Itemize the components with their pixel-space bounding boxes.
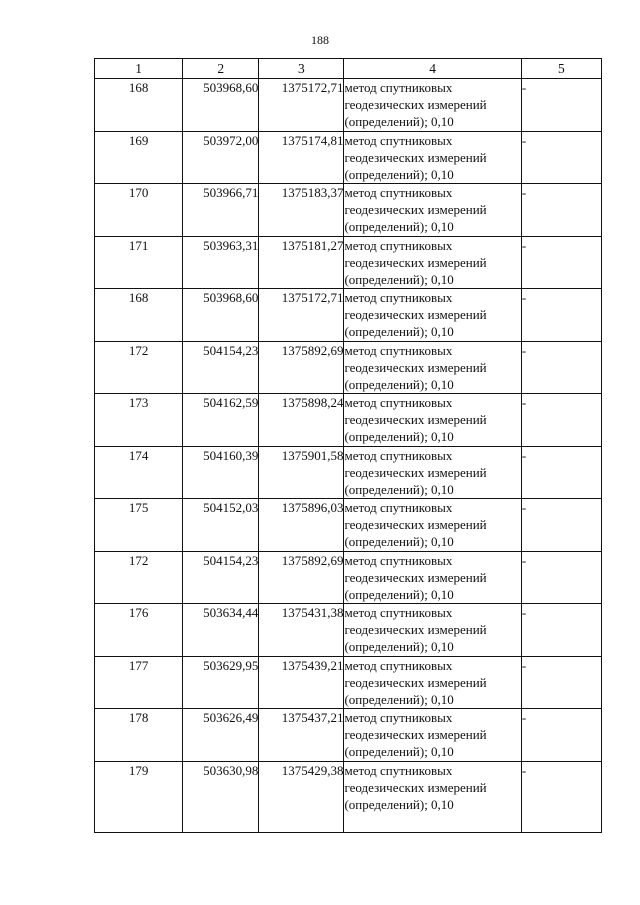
method-line-3: (определений); 0,10 <box>344 744 454 759</box>
y-coordinate-cell <box>259 79 344 132</box>
x-coordinate-text: 503963,31 <box>203 237 259 253</box>
method-cell <box>344 446 521 499</box>
note-text: - <box>521 342 527 358</box>
y-coordinate-cell <box>259 446 344 499</box>
y-coordinate-cell <box>259 604 344 657</box>
note-cell <box>521 394 601 447</box>
note-cell <box>521 184 601 237</box>
method-line-2: геодезических измерений <box>344 727 487 742</box>
y-coordinate-cell <box>259 709 344 762</box>
point-number-text: 171 <box>128 237 149 253</box>
x-coordinate-text: 503972,00 <box>203 132 259 148</box>
x-coordinate-cell <box>183 236 259 289</box>
point-number-cell <box>95 709 183 762</box>
note-text: - <box>521 552 527 568</box>
y-coordinate-cell <box>259 656 344 709</box>
x-coordinate-text: 503626,49 <box>203 710 259 725</box>
method-line-1: метод спутниковых <box>344 552 453 568</box>
y-coordinate-text: 1375437,21 <box>281 710 344 725</box>
point-number-cell <box>95 394 183 447</box>
y-coordinate-text: 1375172,71 <box>281 80 344 95</box>
note-text: - <box>521 710 527 725</box>
note-text: - <box>521 290 527 305</box>
note-text: - <box>521 657 527 673</box>
point-number-cell <box>95 604 183 657</box>
table-row <box>95 236 602 289</box>
header-col-5: 5 <box>521 59 601 79</box>
method-line-3: (определений); 0,10 <box>344 691 454 707</box>
x-coordinate-text: 504154,23 <box>203 552 259 568</box>
point-number-text: 172 <box>128 552 149 568</box>
method-line-1: метод спутниковых <box>344 657 453 673</box>
note-text: - <box>521 762 527 778</box>
y-coordinate-text: 1375183,37 <box>281 185 344 200</box>
point-number-cell <box>95 656 183 709</box>
y-coordinate-text: 1375431,38 <box>281 605 344 620</box>
point-number-text: 168 <box>128 80 149 95</box>
note-cell <box>521 604 601 657</box>
method-line-1: метод спутниковых <box>344 185 453 200</box>
method-line-1: метод спутниковых <box>344 605 453 620</box>
x-coordinate-text: 504154,23 <box>203 342 259 358</box>
note-text: - <box>521 80 527 95</box>
method-line-2: геодезических измерений <box>344 674 487 690</box>
y-coordinate-cell <box>259 551 344 604</box>
method-line-1: метод спутниковых <box>344 710 453 725</box>
point-number-text: 174 <box>128 447 149 463</box>
table-row <box>95 79 602 132</box>
x-coordinate-cell <box>183 131 259 184</box>
note-cell <box>521 499 601 552</box>
method-line-2: геодезических измерений <box>344 254 487 270</box>
y-coordinate-text: 1375439,21 <box>281 657 344 673</box>
y-coordinate-text: 1375429,38 <box>281 762 344 778</box>
method-cell <box>344 289 521 342</box>
x-coordinate-text: 504152,03 <box>203 500 259 515</box>
y-coordinate-text: 1375892,69 <box>281 342 344 358</box>
note-text: - <box>521 395 527 410</box>
table-row <box>95 709 602 762</box>
coordinates-table <box>94 58 602 833</box>
x-coordinate-cell <box>183 184 259 237</box>
method-line-3: (определений); 0,10 <box>344 639 454 654</box>
note-text: - <box>521 605 527 620</box>
table-header-row <box>95 59 602 79</box>
note-cell <box>521 79 601 132</box>
method-line-2: геодезических измерений <box>344 149 487 165</box>
table-row <box>95 289 602 342</box>
table-row <box>95 184 602 237</box>
method-line-2: геодезических измерений <box>344 464 487 480</box>
note-cell <box>521 551 601 604</box>
y-coordinate-text: 1375898,24 <box>281 395 344 410</box>
point-number-text: 178 <box>128 710 149 725</box>
note-text: - <box>521 500 527 515</box>
note-cell <box>521 446 601 499</box>
point-number-text: 179 <box>128 762 149 778</box>
page-number: 188 <box>311 33 329 47</box>
method-line-2: геодезических измерений <box>344 517 487 532</box>
y-coordinate-text: 1375896,03 <box>281 500 344 515</box>
method-cell <box>344 499 521 552</box>
x-coordinate-text: 503629,95 <box>203 657 259 673</box>
x-coordinate-text: 503966,71 <box>203 185 259 200</box>
x-coordinate-text: 503968,60 <box>203 80 259 95</box>
method-cell <box>344 341 521 394</box>
method-line-1: метод спутниковых <box>344 500 453 515</box>
x-coordinate-text: 504162,59 <box>203 395 259 410</box>
method-cell <box>344 656 521 709</box>
x-coordinate-cell <box>183 394 259 447</box>
x-coordinate-cell <box>183 551 259 604</box>
method-line-2: геодезических измерений <box>344 569 487 585</box>
method-cell <box>344 761 521 832</box>
table-body <box>95 79 602 833</box>
method-line-1: метод спутниковых <box>344 762 453 778</box>
method-line-1: метод спутниковых <box>344 395 453 410</box>
point-number-text: 175 <box>128 500 149 515</box>
note-cell <box>521 761 601 832</box>
table-row <box>95 551 602 604</box>
method-line-2: геодезических измерений <box>344 779 487 795</box>
y-coordinate-cell <box>259 131 344 184</box>
x-coordinate-cell <box>183 656 259 709</box>
method-line-2: геодезических измерений <box>344 307 487 322</box>
point-number-text: 173 <box>128 395 149 410</box>
method-line-2: геодезических измерений <box>344 412 487 427</box>
table-row <box>95 499 602 552</box>
note-cell <box>521 709 601 762</box>
x-coordinate-cell <box>183 604 259 657</box>
method-line-3: (определений); 0,10 <box>344 324 454 339</box>
table-row <box>95 394 602 447</box>
y-coordinate-cell <box>259 236 344 289</box>
x-coordinate-cell <box>183 446 259 499</box>
point-number-text: 169 <box>128 132 149 148</box>
point-number-text: 170 <box>128 185 149 200</box>
method-line-3: (определений); 0,10 <box>344 796 454 812</box>
point-number-cell <box>95 131 183 184</box>
note-cell <box>521 341 601 394</box>
note-text: - <box>521 185 527 200</box>
note-cell <box>521 131 601 184</box>
method-line-1: метод спутниковых <box>344 342 453 358</box>
point-number-text: 172 <box>128 342 149 358</box>
x-coordinate-cell <box>183 761 259 832</box>
y-coordinate-cell <box>259 289 344 342</box>
table-row <box>95 604 602 657</box>
note-text: - <box>521 132 527 148</box>
point-number-cell <box>95 446 183 499</box>
note-text: - <box>521 447 527 463</box>
table-row <box>95 761 602 832</box>
point-number-cell <box>95 341 183 394</box>
table-row <box>95 131 602 184</box>
method-cell <box>344 551 521 604</box>
method-cell <box>344 604 521 657</box>
method-line-2: геодезических измерений <box>344 97 487 112</box>
x-coordinate-cell <box>183 709 259 762</box>
table-row <box>95 656 602 709</box>
point-number-text: 176 <box>128 605 149 620</box>
table-row <box>95 341 602 394</box>
note-cell <box>521 656 601 709</box>
y-coordinate-cell <box>259 761 344 832</box>
header-col-2: 2 <box>183 59 259 79</box>
method-cell <box>344 184 521 237</box>
point-number-cell <box>95 761 183 832</box>
method-line-3: (определений); 0,10 <box>344 114 454 129</box>
x-coordinate-text: 503968,60 <box>203 290 259 305</box>
x-coordinate-cell <box>183 79 259 132</box>
y-coordinate-cell <box>259 341 344 394</box>
method-cell <box>344 79 521 132</box>
point-number-cell <box>95 79 183 132</box>
method-line-1: метод спутниковых <box>344 290 453 305</box>
method-line-3: (определений); 0,10 <box>344 219 454 234</box>
point-number-cell <box>95 289 183 342</box>
method-line-3: (определений); 0,10 <box>344 376 454 392</box>
point-number-text: 177 <box>128 657 149 673</box>
y-coordinate-cell <box>259 394 344 447</box>
method-cell <box>344 709 521 762</box>
point-number-text: 168 <box>128 290 149 305</box>
point-number-cell <box>95 184 183 237</box>
y-coordinate-text: 1375172,71 <box>281 290 344 305</box>
y-coordinate-cell <box>259 184 344 237</box>
method-line-2: геодезических измерений <box>344 202 487 217</box>
method-line-3: (определений); 0,10 <box>344 586 454 602</box>
x-coordinate-cell <box>183 341 259 394</box>
note-text: - <box>521 237 527 253</box>
y-coordinate-text: 1375174,81 <box>281 132 344 148</box>
method-line-2: геодезических измерений <box>344 622 487 637</box>
method-cell <box>344 131 521 184</box>
y-coordinate-text: 1375892,69 <box>281 552 344 568</box>
header-col-1: 1 <box>95 59 183 79</box>
x-coordinate-cell <box>183 289 259 342</box>
note-cell <box>521 236 601 289</box>
x-coordinate-cell <box>183 499 259 552</box>
header-col-3: 3 <box>259 59 344 79</box>
method-line-3: (определений); 0,10 <box>344 271 454 287</box>
y-coordinate-text: 1375181,27 <box>281 237 344 253</box>
method-line-1: метод спутниковых <box>344 447 453 463</box>
point-number-cell <box>95 236 183 289</box>
method-line-2: геодезических измерений <box>344 359 487 375</box>
method-line-1: метод спутниковых <box>344 237 453 253</box>
method-line-3: (определений); 0,10 <box>344 534 454 549</box>
y-coordinate-cell <box>259 499 344 552</box>
method-line-1: метод спутниковых <box>344 80 453 95</box>
y-coordinate-text: 1375901,58 <box>281 447 344 463</box>
x-coordinate-text: 503634,44 <box>203 605 259 620</box>
method-line-3: (определений); 0,10 <box>344 481 454 497</box>
x-coordinate-text: 503630,98 <box>203 762 259 778</box>
point-number-cell <box>95 551 183 604</box>
table-row <box>95 446 602 499</box>
header-col-4: 4 <box>344 59 521 79</box>
method-line-3: (определений); 0,10 <box>344 429 454 444</box>
point-number-cell <box>95 499 183 552</box>
method-cell <box>344 236 521 289</box>
x-coordinate-text: 504160,39 <box>203 447 259 463</box>
method-cell <box>344 394 521 447</box>
method-line-3: (определений); 0,10 <box>344 166 454 182</box>
method-line-1: метод спутниковых <box>344 132 453 148</box>
note-cell <box>521 289 601 342</box>
